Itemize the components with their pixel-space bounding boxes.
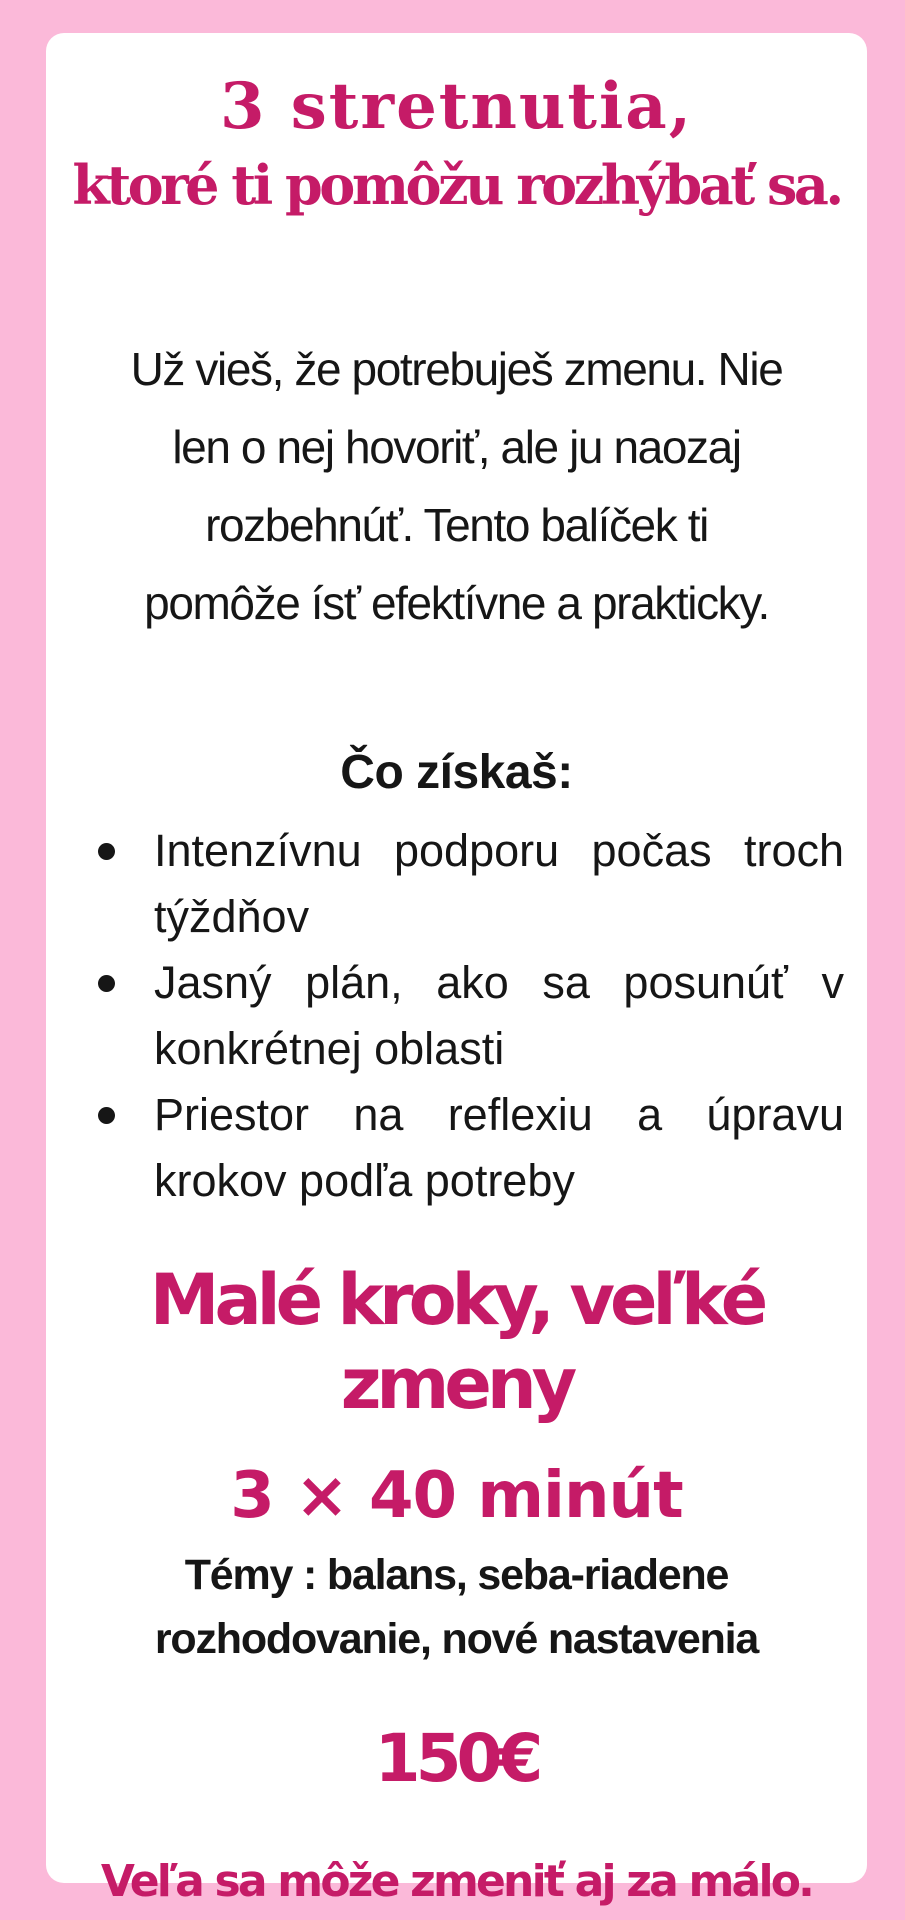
- bullet-icon: [98, 950, 116, 1016]
- offer-card: [46, 33, 867, 1907]
- topics-line: Témy : balans, seba-riadene: [184, 1551, 729, 1599]
- topics-line: rozhodovanie, nové nastavenia: [154, 1615, 759, 1663]
- topics-text: [46, 1543, 867, 1671]
- list-item-text: Intenzívnu podporu počas troch týždňov: [154, 825, 844, 942]
- list-item: [154, 818, 844, 950]
- session-info: 3 × 40 minút: [230, 1459, 683, 1533]
- intro-line: Už vieš, že potrebuješ zmenu. Nie: [130, 343, 783, 395]
- benefits-list: [154, 818, 844, 1214]
- bullet-icon: [98, 1082, 116, 1148]
- slogan: [46, 1258, 867, 1426]
- intro-line: rozbehnúť. Tento balíček ti: [205, 499, 708, 551]
- bullet-icon: [98, 818, 116, 884]
- list-item-text: Priestor na reflexiu a úpravu krokov podľa potreby: [154, 1089, 844, 1206]
- subheadline: ktoré ti pomôžu rozhýbať sa.: [72, 153, 841, 217]
- slogan-line: zmeny: [340, 1343, 573, 1425]
- intro-line: len o nej hovoriť, ale ju naozaj: [172, 421, 741, 473]
- list-item-text: Jasný plán, ako sa posunúť v konkrétnej oblasti: [154, 957, 844, 1074]
- price: 150€: [374, 1720, 539, 1797]
- slogan-line: Malé kroky, veľké: [149, 1259, 764, 1341]
- headline: 3 stretnutia,: [219, 69, 694, 144]
- intro-text: [58, 330, 855, 642]
- tagline: Veľa sa môže zmeniť aj za málo.: [100, 1856, 813, 1907]
- intro-line: pomôže ísť efektívne a prakticky.: [144, 577, 769, 629]
- list-item: [154, 950, 844, 1082]
- benefits-title: Čo získaš:: [340, 746, 573, 799]
- list-item: [154, 1082, 844, 1214]
